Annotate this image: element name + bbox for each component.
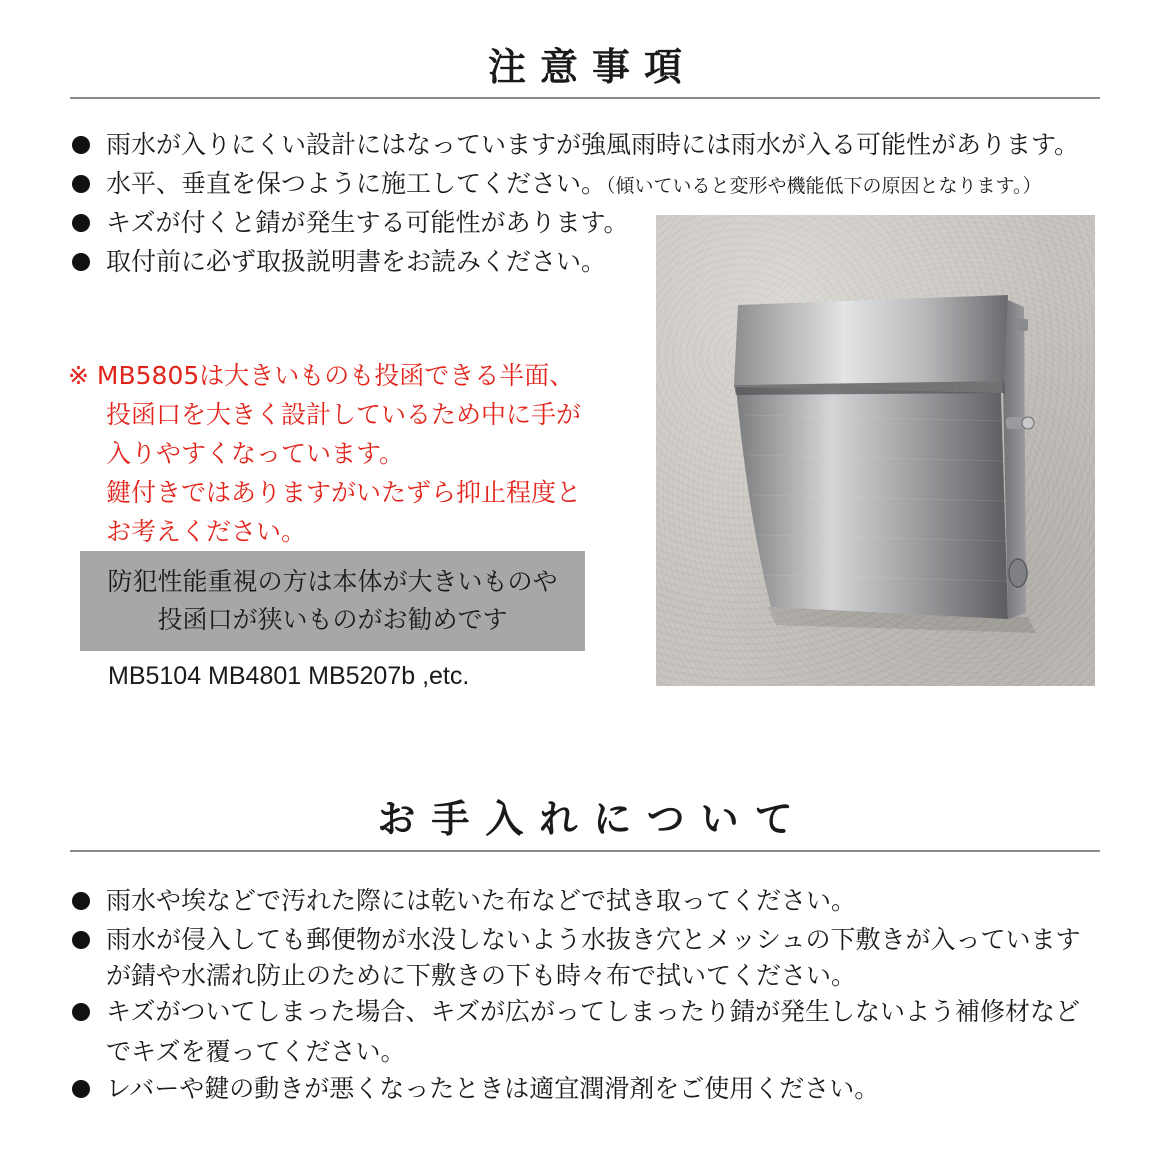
- notes-bullet-1-text: 雨水が入りにくい設計にはなっていますが強風雨時には雨水が入る可能性があります。: [106, 130, 1080, 159]
- warning-line-4: 鍵付きではありますがいたずら抑止程度と: [106, 478, 582, 507]
- bullet-dot-icon: [72, 1080, 90, 1098]
- care-bullet-2-line1: 雨水が侵入しても郵便物が水没しないよう水抜き穴とメッシュの下敷きが入っています: [106, 925, 1081, 954]
- mailbox-photo: [656, 215, 1095, 686]
- notes-bullet-3: [72, 203, 629, 243]
- recommend-line-1: 防犯性能重視の方は本体が大きいものや: [107, 567, 558, 596]
- warning-line-5: お考えください。: [106, 517, 307, 546]
- bullet-dot-icon: [72, 931, 90, 949]
- warning-line-2: 投函口を大きく設計しているため中に手が: [106, 400, 582, 429]
- bullet-dot-icon: [72, 175, 90, 193]
- bullet-dot-icon: [72, 1003, 90, 1021]
- care-bullet-4-text: レバーや鍵の動きが悪くなったときは適宜潤滑剤をご使用ください。: [106, 1074, 880, 1103]
- notes-title: 注意事項: [487, 45, 696, 89]
- bullet-dot-icon: [72, 253, 90, 271]
- recommended-models: MB5104 MB4801 MB5207b ,etc.: [108, 662, 470, 690]
- warning-mark: ※: [68, 361, 89, 390]
- notes-divider: [70, 97, 1100, 99]
- bullet-dot-icon: [72, 214, 90, 232]
- care-bullet-2: [72, 920, 1081, 992]
- care-bullet-3-line1: キズがついてしまった場合、キズが広がってしまったり錆が発生しないよう補修材など: [106, 997, 1081, 1026]
- bullet-dot-icon: [72, 892, 90, 910]
- warning-line-1: ※ MB5805は大きいものも投函できる半面、: [68, 361, 575, 390]
- care-bullet-2-line2: が錆や水濡れ防止のために下敷きの下も時々布で拭いてください。: [106, 961, 857, 990]
- notes-bullet-2-text: 水平、垂直を保つように施工してください。: [106, 169, 607, 198]
- warning-block: [68, 356, 581, 551]
- care-title: お手入れについて: [377, 797, 809, 841]
- care-divider: [70, 850, 1100, 852]
- recommend-box: [80, 551, 585, 651]
- care-bullet-3-line2: でキズを覆ってください。: [106, 1037, 406, 1066]
- notes-bullet-4: [72, 242, 606, 282]
- notes-bullet-2: [72, 164, 1042, 206]
- notes-bullet-3-text: キズが付くと錆が発生する可能性があります。: [106, 208, 629, 237]
- care-bullet-1-text: 雨水や埃などで汚れた際には乾いた布などで拭き取ってください。: [106, 886, 857, 915]
- care-bullet-4: [72, 1069, 879, 1109]
- notes-bullet-2-note: （傾いていると変形や機能低下の原因となります。）: [606, 175, 1042, 197]
- mailbox-illustration: [656, 215, 1095, 686]
- bullet-dot-icon: [72, 136, 90, 154]
- notes-bullet-4-text: 取付前に必ず取扱説明書をお読みください。: [106, 247, 607, 276]
- notes-bullet-1: [72, 125, 1079, 165]
- care-bullet-1: [72, 881, 856, 921]
- recommend-line-2: 投函口が狭いものがお勧めです: [157, 605, 508, 634]
- warning-line-3: 入りやすくなっています。: [106, 439, 405, 468]
- care-bullet-3: [72, 992, 1080, 1072]
